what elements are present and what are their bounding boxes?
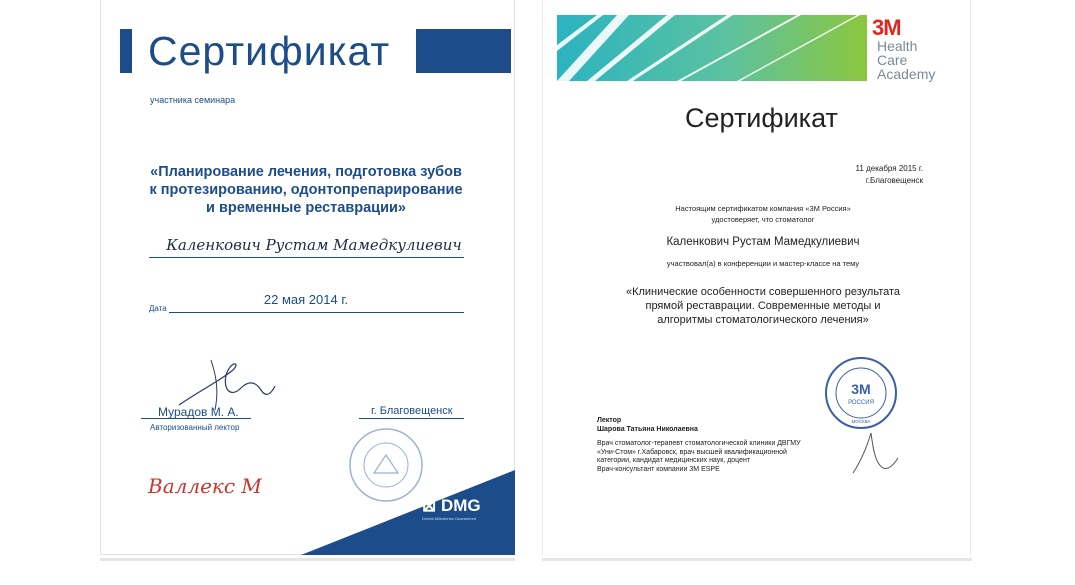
certificate-3m xyxy=(542,0,971,555)
stripe-banner xyxy=(557,15,867,81)
lector-description xyxy=(597,440,877,474)
dmg-logo-text: DMG xyxy=(440,496,481,515)
corner-triangle xyxy=(301,470,515,555)
vallex-logo: Валлекс М xyxy=(148,474,262,498)
dmg-logo: ⊠ DMG xyxy=(422,496,481,515)
certificate-title: Сертификат xyxy=(685,103,838,133)
lector-block xyxy=(597,416,698,434)
seminar-topic xyxy=(141,163,471,217)
name-underline xyxy=(149,257,464,258)
page-shadow xyxy=(100,558,515,561)
stamp-center-text: 3M xyxy=(851,381,871,397)
topic-line: алгоритмы стоматологического лечения» xyxy=(657,314,869,326)
lecturer-name: Мурадов М. А. xyxy=(158,405,239,419)
health-care-academy xyxy=(877,39,967,81)
date-line: г.Благовещенск xyxy=(865,176,923,185)
lector-name: Шарова Татьяна Николаевна xyxy=(597,426,698,433)
description-line: «Уни-Стом» г.Хабаровск, врач высшей квалификационной xyxy=(597,448,787,456)
topic-line: и временные реставрации» xyxy=(206,200,406,216)
lecturer-role: Авторизованный лектор xyxy=(150,423,240,432)
issue-date xyxy=(813,163,923,187)
certificate-dmg xyxy=(100,0,515,555)
stamp-sub-text: РОССИЯ xyxy=(848,400,874,406)
certify-line: удостоверяет, что стоматолог xyxy=(711,215,815,224)
participant-name: Каленкович Рустам Мамедкулиевич xyxy=(166,236,462,254)
city: г. Благовещенск xyxy=(371,405,453,417)
participant-name: Каленкович Рустам Мамедкулиевич xyxy=(666,236,860,248)
date-line: 11 декабря 2015 г. xyxy=(855,164,923,173)
academy-line: Care xyxy=(877,52,908,68)
conference-topic xyxy=(593,285,933,327)
description-line: Врач стоматолог-терапевт стоматологической клиники ДВГМУ xyxy=(597,440,801,447)
certificate-subtitle: участника семинара xyxy=(150,95,236,105)
description-line: Врач-консультант компании 3М ESPE xyxy=(597,465,720,473)
academy-line: Health xyxy=(877,38,918,54)
title-bar-right xyxy=(416,29,511,73)
topic-line: к протезированию, одонтопрепарирование xyxy=(149,182,463,198)
dmg-tagline: Dental Milestones Guaranteed xyxy=(422,516,477,521)
3m-logo: 3M xyxy=(872,15,901,40)
certify-text xyxy=(603,203,923,225)
seminar-date: 22 мая 2014 г. xyxy=(263,292,349,307)
certify-line: Настоящим сертификатом компания «3М Россия» xyxy=(675,204,851,213)
lector-label: Лектор xyxy=(597,417,622,424)
page-shadow xyxy=(542,558,972,561)
stamp-bottom-text: МОСКВА xyxy=(851,419,871,424)
participation-text: участвовал(а) в конференции и мастер-классе на тему xyxy=(666,259,860,268)
certificate-title: Сертификат xyxy=(148,28,391,74)
topic-line: «Клинические особенности совершенного результата xyxy=(625,286,901,298)
title-bar-left xyxy=(120,29,132,73)
topic-line: «Планирование лечения, подготовка зубов xyxy=(150,164,462,180)
topic-line: прямой реставрации. Современные методы и xyxy=(645,300,881,312)
date-label: Дата xyxy=(149,304,167,313)
date-underline xyxy=(169,312,464,313)
academy-line: Academy xyxy=(877,66,936,82)
description-line: категории, кандидат медицинских наук, доцент xyxy=(597,457,751,464)
3m-russia-stamp xyxy=(824,356,898,430)
city-underline xyxy=(359,418,464,419)
